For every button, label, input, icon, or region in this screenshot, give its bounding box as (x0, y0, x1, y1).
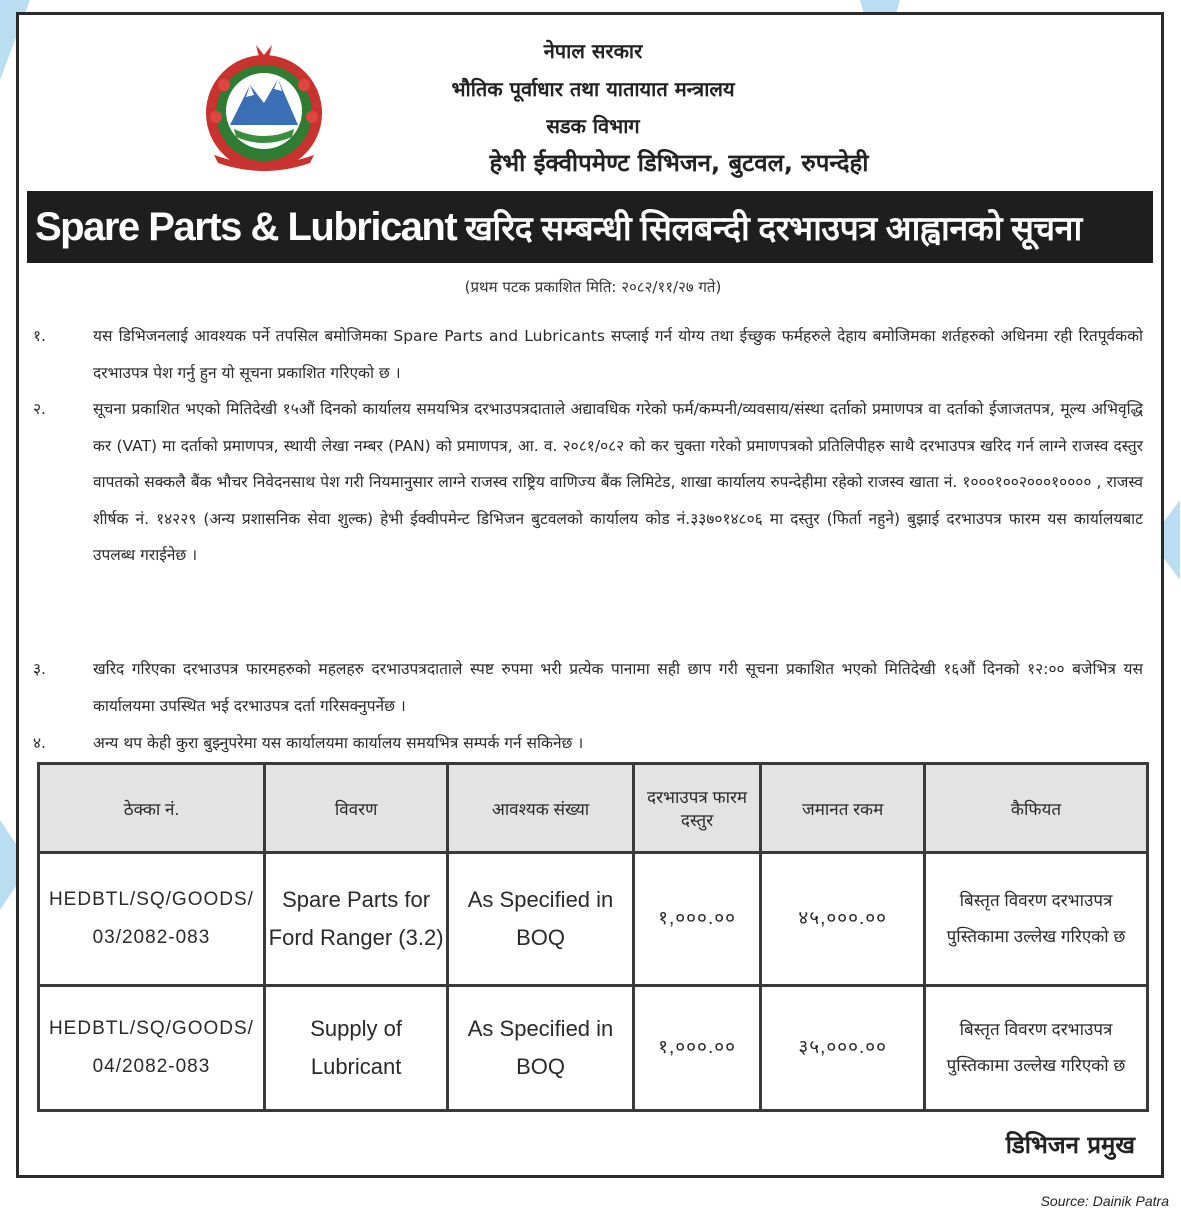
table-header-row (39, 764, 1148, 853)
col-header-form-fee: दरभाउपत्र फारम दस्तुर (633, 764, 761, 853)
header-division: हेभी ईक्वीपमेण्ट डिभिजन, बुटवल, रुपन्देही (489, 149, 869, 177)
banner-title-np: खरिद सम्बन्धी सिलबन्दी दरभाउपत्र आह्वानको सूचना (456, 210, 1082, 248)
header-government: नेपाल सरकार (543, 39, 643, 63)
header-ministry: भौतिक पूर्वाधार तथा यातायात मन्त्रालय (451, 77, 735, 101)
clause-number: ४. (33, 734, 46, 752)
cell-security: ४५,०००.०० (761, 853, 925, 986)
header-department: सडक विभाग (546, 114, 640, 138)
col-header-security: जमानत रकम (761, 764, 925, 853)
cell-security: ३५,०००.०० (761, 986, 925, 1111)
clause-4 (33, 725, 1143, 762)
cell-remarks: बिस्तृत विवरण दरभाउपत्र पुस्तिकामा उल्लेख गरिएको छ (924, 853, 1147, 986)
table-row (39, 986, 1148, 1111)
cell-description: Supply of Lubricant (264, 986, 447, 1111)
cell-remarks: बिस्तृत विवरण दरभाउपत्र पुस्तिकामा उल्लेख गरिएको छ (924, 986, 1147, 1111)
publication-date: (प्रथम पटक प्रकाशित मिति: २०८२/११/२७ गते) (464, 278, 722, 296)
clause-text: यस डिभिजनलाई आवश्यक पर्ने तपसिल बमोजिमका Spare Parts and Lubricants सप्लाई गर्न योग्य तथा ईच्छुक फर्महरुले देहाय बमोजिमका शर्तहरुको अधिनमा रही रितपूर्वकको दरभाउपत्र पेश गर्नु हुन यो सूचना प्रकाशित गरिएको छ । (93, 327, 1143, 382)
banner-title-en: Spare Parts & Lubricant (35, 205, 457, 249)
clause-text: खरिद गरिएका दरभाउपत्र फारमहरुको महलहरु दरभाउपत्रदाताले स्पष्ट रुपमा भरी प्रत्येक पानामा सही छाप गरी सूचना प्रकाशित भएको मितिदेखी १६औं दिनको १२:०० बजेभित्र यस कार्यालयमा उपस्थित भई दरभाउपत्र दर्ता गरिसक्नुपर्नेछ । (93, 660, 1143, 715)
clause-text: सूचना प्रकाशित भएको मितिदेखी १५औं दिनको कार्यालय समयभित्र दरभाउपत्रदाताले अद्यावधिक गरेको फर्म/कम्पनी/व्यवसाय/संस्था दर्ताको प्रमाणपत्र वा दर्ताको ईजाजतपत्र, मूल्य अभिवृद्धि कर (VAT) मा दर्ताको प्रमाणपत्र, स्थायी लेखा नम्बर (PAN) को प्रमाणपत्र, आ. व. २०८१/०८२ को कर चुक्ता गरेको प्रमाणपत्रको प्रतिलिपीहरु साथै दरभाउपत्र खरिद गर्न लाग्ने राजस्व दस्तुर वापतको सक्कलै बैंक भौचर निवेदनसाथ पेश गरी नियमानुसार लाग्ने राजस्व राष्ट्रिय वाणिज्य बैंक लिमिटेड, शाखा कार्यालय रुपन्देहीमा रहेको राजस्व खाता नं. १०००१००२०००१०००० , राजस्व शीर्षक नं. १४२२९ (अन्य प्रशासनिक सेवा शुल्क) हेभी ईक्वीपमेन्ट डिभिजन बुटवलको कार्यालय कोड नं.३३७०१४८०६ मा दस्तुर (फिर्ता नहुने) बुझाई दरभाउपत्र फारम यस कार्यालयबाट उपलब्ध गराईनेछ । (93, 400, 1143, 564)
clause-1 (33, 318, 1143, 392)
notice-title-banner (27, 191, 1153, 263)
col-header-quantity: आवश्यक संख्या (448, 764, 633, 853)
cell-form-fee: १,०००.०० (633, 853, 761, 986)
clause-text: अन्य थप केही कुरा बुझ्नुपरेमा यस कार्यालयमा कार्यालय समयभित्र सम्पर्क गर्न सकिनेछ । (93, 734, 584, 752)
notice-frame (16, 12, 1164, 1178)
clause-number: ३. (33, 660, 46, 678)
clause-number: १. (33, 327, 46, 345)
cell-contract-no: HEDBTL/SQ/GOODS/ 04/2082-083 (39, 986, 265, 1111)
source-credit: Source: Dainik Patra (1040, 1193, 1169, 1209)
cell-quantity: As Specified in BOQ (448, 986, 633, 1111)
table-row (39, 853, 1148, 986)
cell-description: Spare Parts for Ford Ranger (3.2) (264, 853, 447, 986)
signature-division-chief: डिभिजन प्रमुख (1005, 1131, 1135, 1159)
col-header-contract-no: ठेक्का नं. (39, 764, 265, 853)
clause-2 (33, 391, 1143, 651)
col-header-description: विवरण (264, 764, 447, 853)
tender-table (37, 762, 1149, 1112)
cell-form-fee: १,०००.०० (633, 986, 761, 1111)
col-header-remarks: कैफियत (924, 764, 1147, 853)
clause-number: २. (33, 400, 46, 418)
cell-contract-no: HEDBTL/SQ/GOODS/ 03/2082-083 (39, 853, 265, 986)
cell-quantity: As Specified in BOQ (448, 853, 633, 986)
clause-3 (33, 651, 1143, 725)
